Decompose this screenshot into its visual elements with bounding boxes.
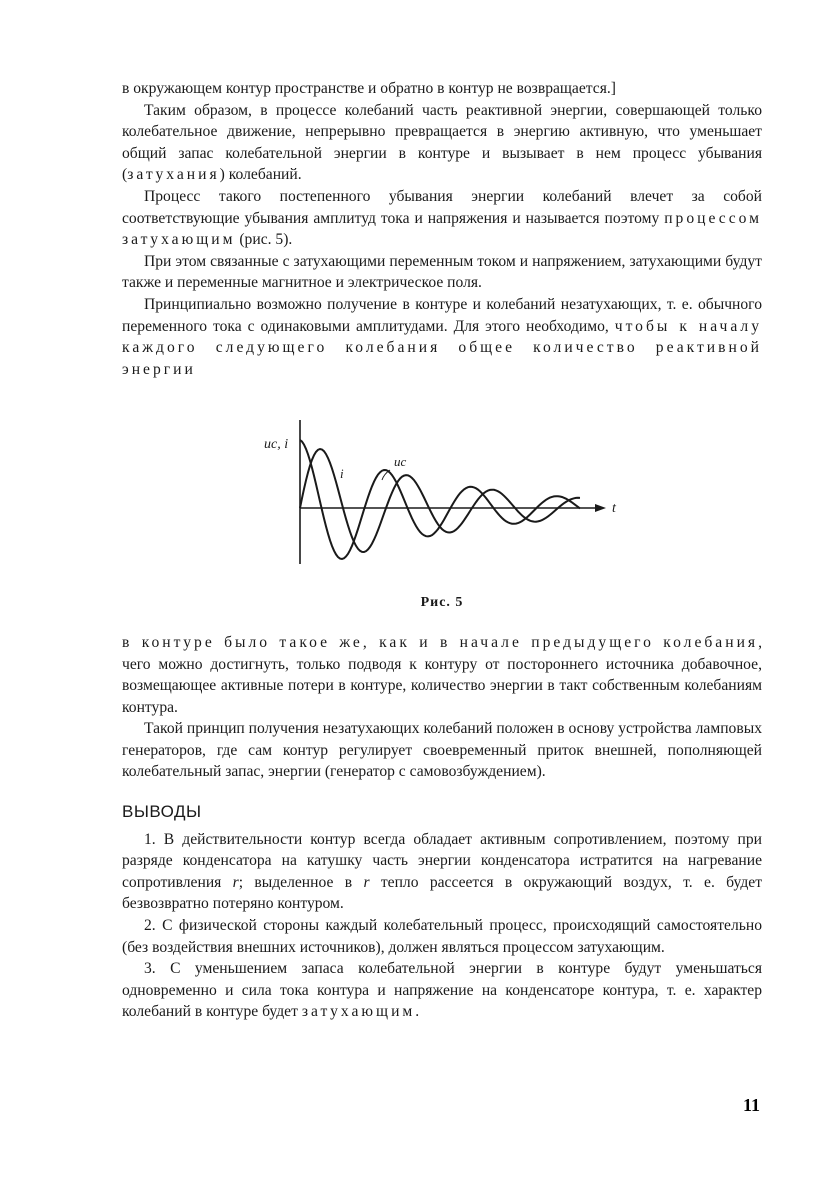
curve-i-label: i (340, 466, 344, 482)
conclusion-1: 1. В действительности контур всегда обладает активным сопротивлением, поэтому при разряде конденсатора на катушку часть энергии конденсатора истратится на нагревание сопротивления r; выделенное в r тепло рассеется в окружающий воздух, т. е. будет безвозвратно потеряно контуром. (122, 830, 763, 913)
curve-i (300, 449, 580, 552)
paragraph-2: Таким образом, в процессе колебаний часть реактивной энергии, совершающей только колебательное движение, непрерывно превращается в энергию активную, что уменьшает общий запас колебательной энергии в контуре и вызывает в нем процесс убывания (затухания) колебаний. (122, 101, 762, 184)
x-axis-arrow (595, 504, 606, 512)
curve-uc (300, 440, 580, 559)
figure-5 (122, 388, 762, 588)
y-axis-label: uc, i (264, 437, 289, 453)
paragraph-5: Принципиально возможно получение в контуре и колебаний незатухающих, т. е. обычного переменного тока с одинаковыми амплитудами. Для этого необходимо, чтобы к началу каждого следующего колебания общее количество реактивной энергии (122, 295, 762, 378)
page-body (122, 78, 762, 1023)
section-heading: ВЫВОДЫ (122, 802, 202, 822)
paragraph-3: Процесс такого постепенного убывания энергии колебаний влечет за собой соответствующие убывания амплитуд тока и напряжения и называется поэтому процессом затухающим (рис. 5). (122, 187, 762, 249)
figure-caption: Рис. 5 (420, 595, 464, 611)
paragraph-6: в контуре было такое же, как и в начале предыдущего колебания, чего можно достигнуть, только подводя к контуру от постороннего источника добавочное, возмещающее активные потери в контуре, количество энергии в такт собственным колебаниям контура. (122, 633, 762, 716)
conclusion-3: 3. С уменьшением запаса колебательной энергии в контуре будут уменьшаться одновременно и сила тока контура и напряжение на конденсаторе контура, т. е. характер колебаний в контуре будет затухающим. (122, 960, 762, 1021)
x-axis-label: t (612, 501, 616, 517)
paragraph-7: Такой принцип получения незатухающих колебаний положен в основу устройства ламповых генераторов, где сам контур регулирует своевременный приток внешней, пополняющей колебательный запас, энергии (генератор с самовозбуждением). (122, 720, 762, 781)
conclusion-2: 2. С физической стороны каждый колебательный процесс, происходящий самостоятельно (без воздействия внешних источников), должен являться процессом затухающим. (122, 917, 762, 956)
paragraph-1: в окружающем контур пространстве и обратно в контур не возвращается.] (122, 80, 616, 97)
paragraph-4: При этом связанные с затухающими переменным током и напряжением, затухающими будут также и переменные магнитное и электрическое поля. (122, 252, 762, 292)
page-number: 11 (742, 1095, 760, 1115)
curve-uc-label: uc (394, 454, 407, 470)
damped-oscillation-diagram (250, 388, 620, 588)
